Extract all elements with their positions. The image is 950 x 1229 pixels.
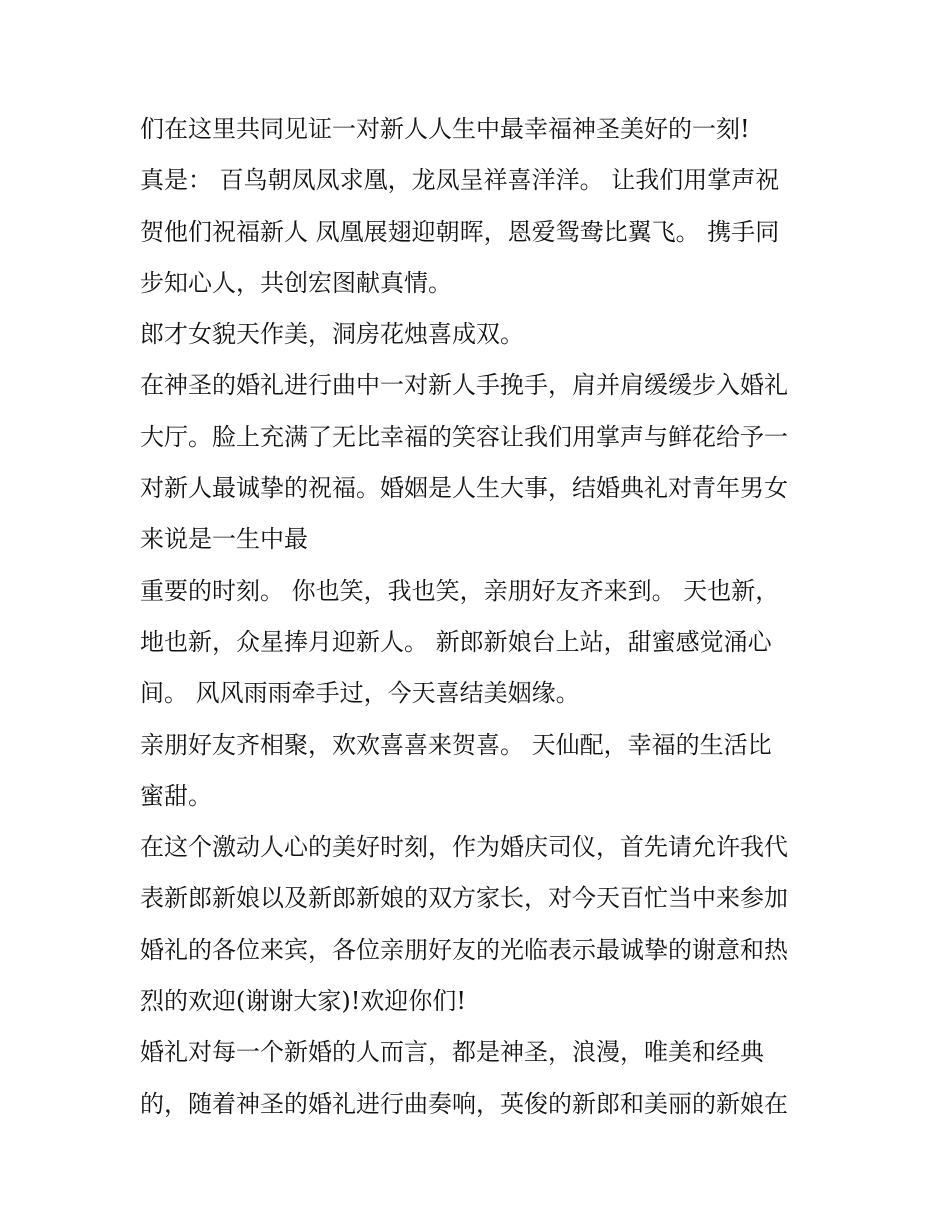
text-line: 贺他们祝福新人 凤凰展翅迎朝晖，恩爱鸳鸯比翼飞。 携手同 bbox=[140, 217, 780, 246]
text-line: 重要的时刻。 你也笑，我也笑，亲朋好友齐来到。 天也新， bbox=[140, 576, 780, 605]
text-line: 蜜甜。 bbox=[140, 781, 212, 810]
text-line: 大厅。脸上充满了无比幸福的笑容让我们用掌声与鲜花给予一 bbox=[140, 422, 788, 451]
text-line: 亲朋好友齐相聚，欢欢喜喜来贺喜。 天仙配，幸福的生活比 bbox=[140, 730, 772, 759]
text-line: 烈的欢迎(谢谢大家)!欢迎你们! bbox=[140, 987, 467, 1016]
text-line: 在这个激动人心的美好时刻，作为婚庆司仪，首先请允许我代 bbox=[140, 833, 788, 862]
text-line: 地也新，众星捧月迎新人。 新郎新娘台上站，甜蜜感觉涌心 bbox=[140, 627, 772, 656]
text-line: 的，随着神圣的婚礼进行曲奏响，英俊的新郎和美丽的新娘在 bbox=[140, 1089, 788, 1118]
text-line: 在神圣的婚礼进行曲中一对新人手挽手，肩并肩缓缓步入婚礼 bbox=[140, 371, 788, 400]
text-line: 对新人最诚挚的祝福。婚姻是人生大事，结婚典礼对青年男女 bbox=[140, 474, 788, 503]
text-line: 间。 风风雨雨牵手过，今天喜结美姻缘。 bbox=[140, 679, 580, 708]
text-line: 婚礼的各位来宾，各位亲朋好友的光临表示最诚挚的谢意和热 bbox=[140, 935, 788, 964]
document-body bbox=[140, 104, 820, 1130]
text-line: 郎才女貌天作美，洞房花烛喜成双。 bbox=[140, 320, 524, 349]
text-line: 步知心人，共创宏图献真情。 bbox=[140, 268, 452, 297]
text-line: 们在这里共同见证一对新人人生中最幸福神圣美好的一刻! bbox=[140, 115, 750, 143]
text-line: 真是： 百鸟朝凤凤求凰，龙凤呈祥喜洋洋。 让我们用掌声祝 bbox=[140, 166, 780, 195]
text-line: 来说是一生中最 bbox=[140, 525, 308, 554]
text-line: 表新郎新娘以及新郎新娘的双方家长，对今天百忙当中来参加 bbox=[140, 884, 788, 913]
text-line: 婚礼对每一个新婚的人而言，都是神圣，浪漫，唯美和经典 bbox=[140, 1038, 764, 1067]
